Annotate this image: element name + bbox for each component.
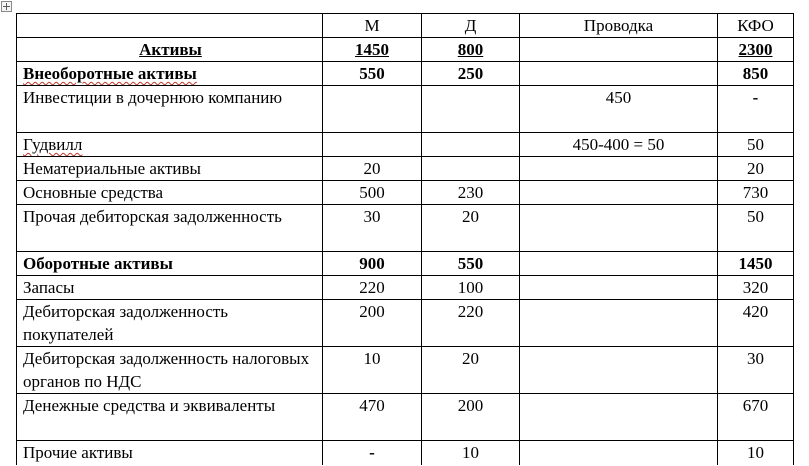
row-label: Денежные средства и эквиваленты xyxy=(17,394,323,441)
row-d xyxy=(422,86,520,133)
row-entry xyxy=(520,394,718,441)
table-row xyxy=(17,441,794,465)
row-kfo: 730 xyxy=(718,181,794,205)
row-entry xyxy=(520,38,718,62)
row-kfo: 420 xyxy=(718,300,794,347)
row-m: 470 xyxy=(323,394,422,441)
table-row xyxy=(17,205,794,252)
row-d: 20 xyxy=(422,347,520,394)
table-row xyxy=(17,300,794,347)
table-row xyxy=(17,86,794,133)
table-row xyxy=(17,181,794,205)
row-entry xyxy=(520,157,718,181)
header-m: М xyxy=(323,14,422,38)
row-kfo: 50 xyxy=(718,133,794,157)
row-m xyxy=(323,86,422,133)
row-d: 800 xyxy=(457,40,484,59)
row-d: 20 xyxy=(422,205,520,252)
row-d: 10 xyxy=(422,441,520,465)
table-row xyxy=(17,133,794,157)
row-label: Прочая дебиторская задолженность xyxy=(17,205,323,252)
row-m xyxy=(323,133,422,157)
row-m: 1450 xyxy=(355,40,389,59)
row-label: Гудвилл xyxy=(23,135,83,154)
table-row xyxy=(17,394,794,441)
row-entry xyxy=(520,205,718,252)
row-entry xyxy=(520,347,718,394)
row-label: Основные средства xyxy=(17,181,323,205)
table-header-row xyxy=(17,14,794,38)
row-m: 220 xyxy=(323,276,422,300)
row-entry xyxy=(520,62,718,86)
row-entry: 450-400 = 50 xyxy=(520,133,718,157)
row-m: 10 xyxy=(323,347,422,394)
row-m: 30 xyxy=(323,205,422,252)
row-label: Внеоборотные активы xyxy=(23,64,197,83)
header-d: Д xyxy=(422,14,520,38)
row-d xyxy=(422,133,520,157)
row-label: Дебиторская задолженность покупателей xyxy=(17,300,323,347)
row-label: Оборотные активы xyxy=(17,252,323,276)
row-m: 500 xyxy=(323,181,422,205)
row-m: 20 xyxy=(323,157,422,181)
row-d: 250 xyxy=(422,62,520,86)
row-entry: 450 xyxy=(520,86,718,133)
balance-sheet-table xyxy=(16,13,794,465)
row-kfo: 670 xyxy=(718,394,794,441)
row-label: Запасы xyxy=(17,276,323,300)
row-d xyxy=(422,157,520,181)
row-kfo: - xyxy=(718,86,794,133)
header-kfo: КФО xyxy=(718,14,794,38)
row-entry xyxy=(520,276,718,300)
row-d: 230 xyxy=(422,181,520,205)
row-kfo: 1450 xyxy=(718,252,794,276)
row-d: 220 xyxy=(422,300,520,347)
row-label: Активы xyxy=(139,40,202,59)
row-entry xyxy=(520,181,718,205)
row-kfo: 30 xyxy=(718,347,794,394)
row-label: Нематериальные активы xyxy=(17,157,323,181)
row-label: Прочие активы xyxy=(17,441,323,465)
header-label-cell xyxy=(17,14,323,38)
row-m: - xyxy=(323,441,422,465)
table-row-assets xyxy=(17,38,794,62)
row-kfo: 850 xyxy=(718,62,794,86)
row-kfo: 10 xyxy=(718,441,794,465)
row-kfo: 50 xyxy=(718,205,794,252)
row-entry xyxy=(520,300,718,347)
row-entry xyxy=(520,252,718,276)
row-kfo: 20 xyxy=(718,157,794,181)
row-d: 100 xyxy=(422,276,520,300)
table-row-noncurrent xyxy=(17,62,794,86)
row-d: 550 xyxy=(422,252,520,276)
table-row xyxy=(17,347,794,394)
row-m: 550 xyxy=(323,62,422,86)
row-label: Инвестиции в дочернюю компанию xyxy=(17,86,323,133)
row-label: Дебиторская задолженность налоговых органов по НДС xyxy=(17,347,323,394)
header-entry: Проводка xyxy=(520,14,718,38)
table-row xyxy=(17,276,794,300)
table-move-handle-icon[interactable] xyxy=(1,1,12,12)
row-kfo: 320 xyxy=(718,276,794,300)
table-row xyxy=(17,157,794,181)
row-m: 200 xyxy=(323,300,422,347)
row-d: 200 xyxy=(422,394,520,441)
table-row-current xyxy=(17,252,794,276)
row-m: 900 xyxy=(323,252,422,276)
row-kfo: 2300 xyxy=(738,40,773,59)
row-entry xyxy=(520,441,718,465)
